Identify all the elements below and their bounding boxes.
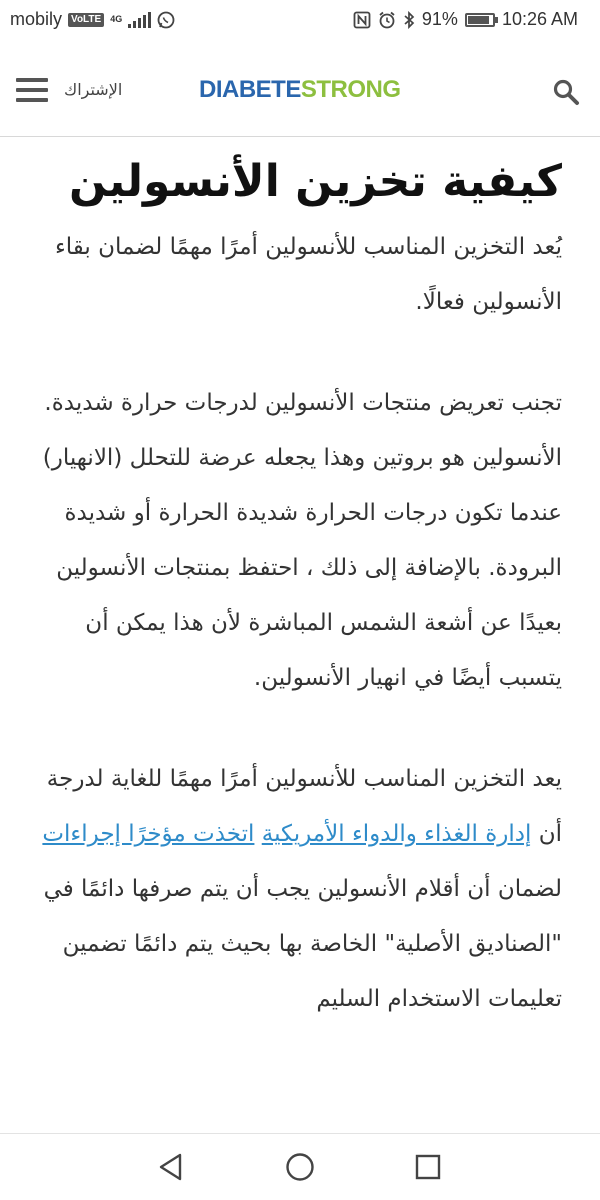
back-icon[interactable] — [157, 1152, 185, 1182]
status-bar — [0, 0, 600, 40]
article-paragraph-3 — [38, 752, 562, 1027]
recent-apps-icon[interactable] — [414, 1152, 442, 1182]
system-nav-bar — [0, 1133, 600, 1200]
paragraph-3-text-end: لضمان أن أقلام الأنسولين يجب أن يتم صرفها دائمًا في "الصناديق الأصلية" الخاصة بها بحيث يتم دائمًا تضمين تعليمات الاستخدام السليم — [43, 876, 562, 1012]
menu-icon[interactable] — [16, 78, 48, 102]
article-paragraph-1: يُعد التخزين المناسب للأنسولين أمرًا مهمًا لضمان بقاء الأنسولين فعالًا. — [54, 234, 562, 315]
clock-time: 10:26 AM — [501, 9, 578, 29]
status-right — [353, 9, 578, 30]
bluetooth-icon — [403, 11, 415, 29]
home-icon[interactable] — [285, 1152, 315, 1182]
logo-text-strong: STRONG — [300, 76, 401, 103]
site-header — [0, 48, 600, 137]
carrier-name: mobily — [10, 9, 63, 29]
fda-link[interactable]: إدارة الغذاء والدواء الأمريكية — [261, 821, 532, 847]
search-icon[interactable] — [552, 78, 580, 106]
whatsapp-icon — [157, 11, 175, 29]
battery-percent: 91% — [421, 9, 458, 29]
volte-badge: VoLTE — [68, 13, 104, 27]
site-logo[interactable] — [199, 76, 401, 104]
article-title: كيفية تخزين الأنسولين — [68, 156, 562, 207]
nfc-icon — [353, 11, 371, 29]
subscribe-link[interactable]: الإشتراك — [64, 80, 123, 99]
article-content — [38, 140, 562, 1073]
paragraph-3-text-start: يعد التخزين المناسب للأنسولين أمرًا مهمًا للغاية لدرجة أن — [46, 766, 562, 847]
logo-text-diabete: DIABETE — [199, 76, 301, 103]
paragraph-3-space — [254, 821, 261, 847]
alarm-icon — [378, 11, 396, 29]
status-left — [10, 9, 175, 30]
network-type: 4G — [110, 14, 123, 24]
signal-icon — [128, 12, 151, 28]
article-paragraph-2: تجنب تعريض منتجات الأنسولين لدرجات حرارة شديدة. الأنسولين هو بروتين وهذا يجعله عرضة للتحلل (الانهيار) عندما تكون درجات الحرارة شديدة الحرارة أو شديدة البرودة. بالإضافة إلى ذلك ، احتفظ بمنتجات الأنسولين بعيدًا عن أشعة الشمس المباشرة لأن هذا يمكن أن يتسبب أيضًا في انهيار الأنسولين. — [42, 390, 562, 691]
battery-icon — [465, 13, 495, 27]
recent-action-link[interactable]: اتخذت مؤخرًا إجراءات — [42, 821, 255, 847]
